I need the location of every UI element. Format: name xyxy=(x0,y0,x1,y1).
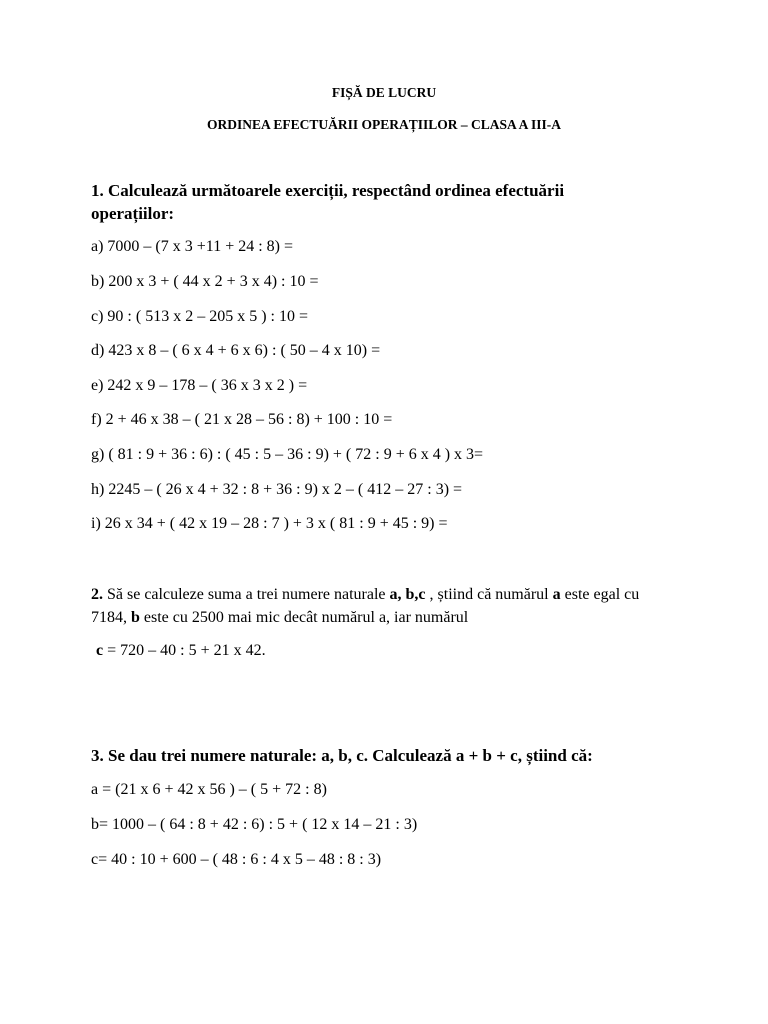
exercise-1-item-i: i) 26 x 34 + ( 42 x 19 – 28 : 7 ) + 3 x ( 81 : 9 + 45 : 9) = xyxy=(91,515,448,532)
exercise-1-item-c: c) 90 : ( 513 x 2 – 205 x 5 ) : 10 = xyxy=(91,308,308,325)
exercise-1-item-a: a) 7000 – (7 x 3 +11 + 24 : 8) = xyxy=(91,238,294,255)
exercise-1-item-g: g) ( 81 : 9 + 36 : 6) : ( 45 : 5 – 36 : 9) + ( 72 : 9 + 6 x 4 ) x 3= xyxy=(91,446,484,463)
exercise-2-c-formula: = 720 – 40 : 5 + 21 x 42. xyxy=(103,642,266,659)
exercise-2-text-part: este cu 2500 mai mic decât numărul a, iar numărul xyxy=(139,609,469,626)
exercise-1-item-h: h) 2245 – ( 26 x 4 + 32 : 8 + 36 : 9) x 2 – ( 412 – 27 : 3) = xyxy=(91,481,463,498)
exercise-2-c-line xyxy=(96,641,266,661)
exercise-3-title: 3. Se dau trei numere naturale: a, b, c. Calculează a + b + c, știind că: xyxy=(91,746,593,765)
exercise-2-text-part: este egal cu 7184, xyxy=(91,586,640,626)
exercise-1-item-d: d) 423 x 8 – ( 6 x 4 + 6 x 6) : ( 50 – 4 x 10) = xyxy=(91,342,381,359)
exercise-3-item-a: a = (21 x 6 + 42 x 56 ) – ( 5 + 72 : 8) xyxy=(91,781,327,798)
exercise-2-text-part: Să se calculeze suma a trei numere naturale xyxy=(103,586,390,603)
exercise-1-title: 1. Calculează următoarele exerciții, respectând ordinea efectuării operațiilor: xyxy=(91,181,565,223)
exercise-3-item-c: c= 40 : 10 + 600 – ( 48 : 6 : 4 x 5 – 48 : 8 : 3) xyxy=(91,851,382,868)
exercise-2-text xyxy=(91,583,671,629)
exercise-2-bold-abc: a, b,c xyxy=(389,586,426,603)
exercise-2-number: 2. xyxy=(91,586,103,603)
exercise-2-bold-a: a xyxy=(552,586,561,603)
exercise-1-item-f: f) 2 + 46 x 38 – ( 21 x 28 – 56 : 8) + 100 : 10 = xyxy=(91,411,393,428)
exercise-2-text-part: , știind că numărul xyxy=(425,586,553,603)
exercise-2-bold-b: b xyxy=(131,609,140,626)
exercise-1-item-e: e) 242 x 9 – 178 – ( 36 x 3 x 2 ) = xyxy=(91,377,308,394)
exercise-2-bold-c: c xyxy=(96,642,104,659)
worksheet-title: FIȘĂ DE LUCRU xyxy=(331,85,437,100)
worksheet-subtitle: ORDINEA EFECTUĂRII OPERAȚIILOR – CLASA A III-A xyxy=(206,117,562,132)
exercise-1-item-b: b) 200 x 3 + ( 44 x 2 + 3 x 4) : 10 = xyxy=(91,273,319,290)
exercise-3-item-b: b= 1000 – ( 64 : 8 + 42 : 6) : 5 + ( 12 x 14 – 21 : 3) xyxy=(91,816,418,833)
